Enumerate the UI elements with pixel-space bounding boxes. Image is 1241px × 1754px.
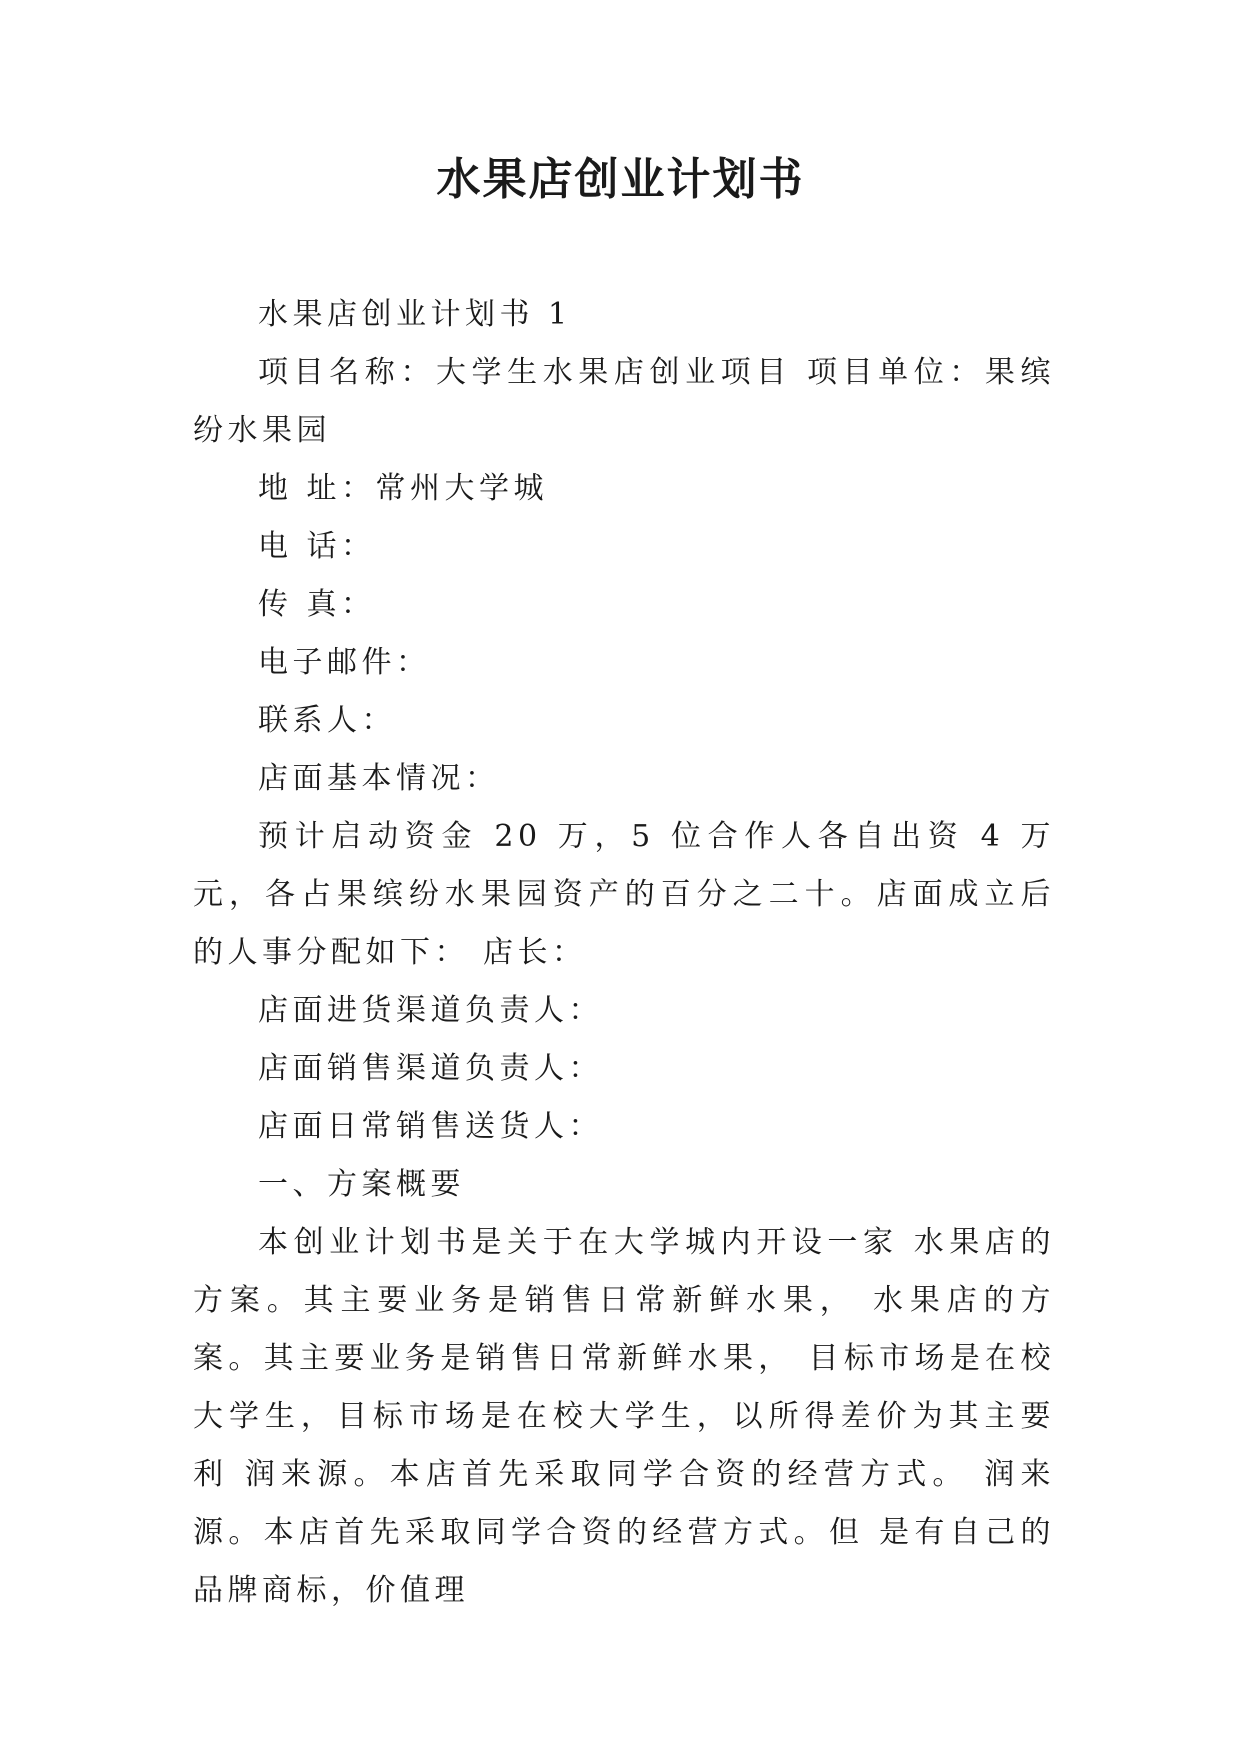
paragraph-fax: 传 真： xyxy=(258,587,376,622)
paragraph-contact: 联系人： xyxy=(258,703,396,738)
paragraph-store-basics: 店面基本情况： xyxy=(258,761,500,796)
paragraph-sales-lead: 店面销售渠道负责人： xyxy=(258,1051,603,1086)
document-title: 水果店创业计划书 xyxy=(436,154,805,205)
paragraph-overview: 本创业计划书是关于在大学城内开设一家 水果店的方案。其主要业务是销售日常新鲜水果， 水果店的方案。其主要业务是销售日常新鲜水果， 目标市场是在校大学生，目标市场是在校大学生，以所得差价为其主要利 润来源。本店首先采取同学合资的经营方式。 润来源。本店首先采取同学合资的经营方式。但 是有自己的品牌商标，价值理 xyxy=(193,1225,1055,1608)
paragraph-address: 地 址：常州大学城 xyxy=(258,471,549,506)
paragraph-project-name: 项目名称：大学生水果店创业项目 项目单位：果缤纷水果园 xyxy=(193,355,1055,448)
paragraph-email: 电子邮件： xyxy=(258,645,431,680)
paragraph-heading-1: 水果店创业计划书 1 xyxy=(258,297,572,332)
paragraph-phone: 电 话： xyxy=(258,529,376,564)
paragraph-delivery: 店面日常销售送货人： xyxy=(258,1109,603,1144)
paragraph-funding: 预计启动资金 20 万，5 位合作人各自出资 4 万元，各占果缤纷水果园资产的百分之二十。店面成立后的人事分配如下： 店长： xyxy=(193,819,1055,970)
document-body xyxy=(193,286,1055,1620)
section-heading-overview: 一、方案概要 xyxy=(258,1167,465,1202)
paragraph-purchasing-lead: 店面进货渠道负责人： xyxy=(258,993,603,1028)
